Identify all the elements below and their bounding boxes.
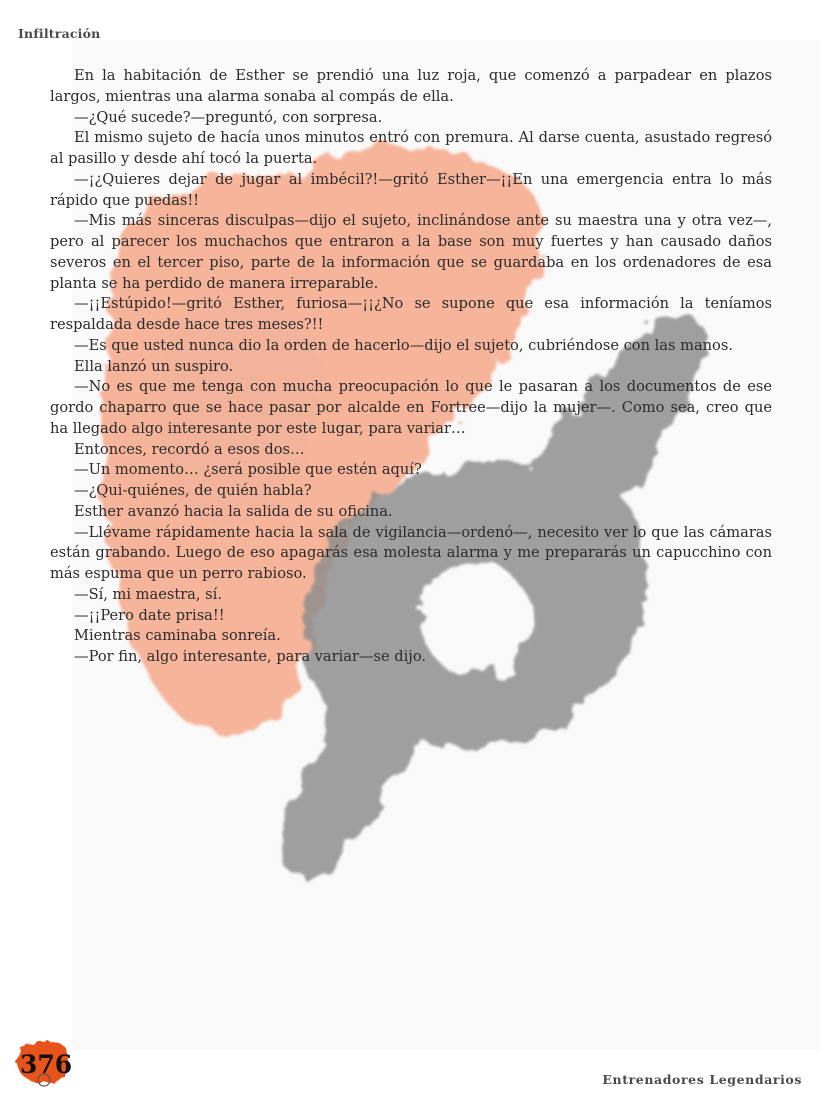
paragraph: —¿Qué sucede?—preguntó, con sorpresa. [74, 108, 383, 126]
footer-book-title: Entrenadores Legendarios [602, 1072, 802, 1087]
paragraph: Ella lanzó un suspiro. [74, 357, 234, 375]
paragraph: Entonces, recordó a esos dos… [74, 440, 305, 458]
paragraph: —Sí, mi maestra, sí. [74, 585, 222, 603]
paragraph: —Llévame rápidamente hacia la sala de vigilancia—ordenó—, necesito ver lo que las cámaras están grabando. Luego de eso apagarás esa molesta alarma y me prepararás un capucchino con más espuma que un perro rabioso. [50, 523, 772, 582]
paragraph: —No es que me tenga con mucha preocupación lo que le pasaran a los documentos de ese gordo chaparro que se hace pasar por alcalde en Fortree—dijo la mujer—. Como sea, creo que ha llegado algo interesante por este lugar, para variar… [50, 378, 772, 437]
running-header: Infiltración [18, 26, 101, 41]
paragraph: El mismo sujeto de hacía unos minutos entró con premura. Al darse cuenta, asustado regresó al pasillo y desde ahí tocó la puerta. [50, 129, 772, 167]
paragraph: —Por fin, algo interesante, para variar—se dijo. [74, 648, 427, 665]
body-text [50, 66, 772, 668]
paragraph: Esther avanzó hacia la salida de su oficina. [74, 502, 393, 520]
paragraph: —¡¡Pero date prisa!! [74, 606, 225, 624]
paragraph: En la habitación de Esther se prendió una luz roja, que comenzó a parpadear en plazos largos, mientras una alarma sonaba al compás de ella. [50, 67, 772, 105]
paragraph: —Un momento… ¿será posible que estén aquí? [74, 461, 422, 479]
paragraph: Mientras caminaba sonreía. [74, 627, 281, 645]
paragraph: —Es que usted nunca dio la orden de hacerlo—dijo el sujeto, cubriéndose con las manos. [74, 336, 733, 354]
paragraph: —¡¡Estúpido!—gritó Esther, furiosa—¡¡¿No se supone que esa información la teníamos respaldada desde hace tres meses?!! [50, 295, 772, 333]
paragraph: —¡¿Quieres dejar de jugar al imbécil?!—gritó Esther—¡¡En una emergencia entra lo más rápido que puedas!! [50, 170, 772, 209]
paragraph: —¿Qui-quiénes, de quién habla? [74, 482, 312, 499]
paragraph: —Mis más sinceras disculpas—dijo el sujeto, inclinándose ante su maestra una y otra vez—, pero al parecer los muchachos que entraron a la base son muy fuertes y han causado daños severos en el tercer piso, parte de la información que se guardaba en los ordenadores de esa planta se ha perdido de manera irreparable. [50, 212, 772, 292]
page-number: 376 [20, 1050, 73, 1079]
